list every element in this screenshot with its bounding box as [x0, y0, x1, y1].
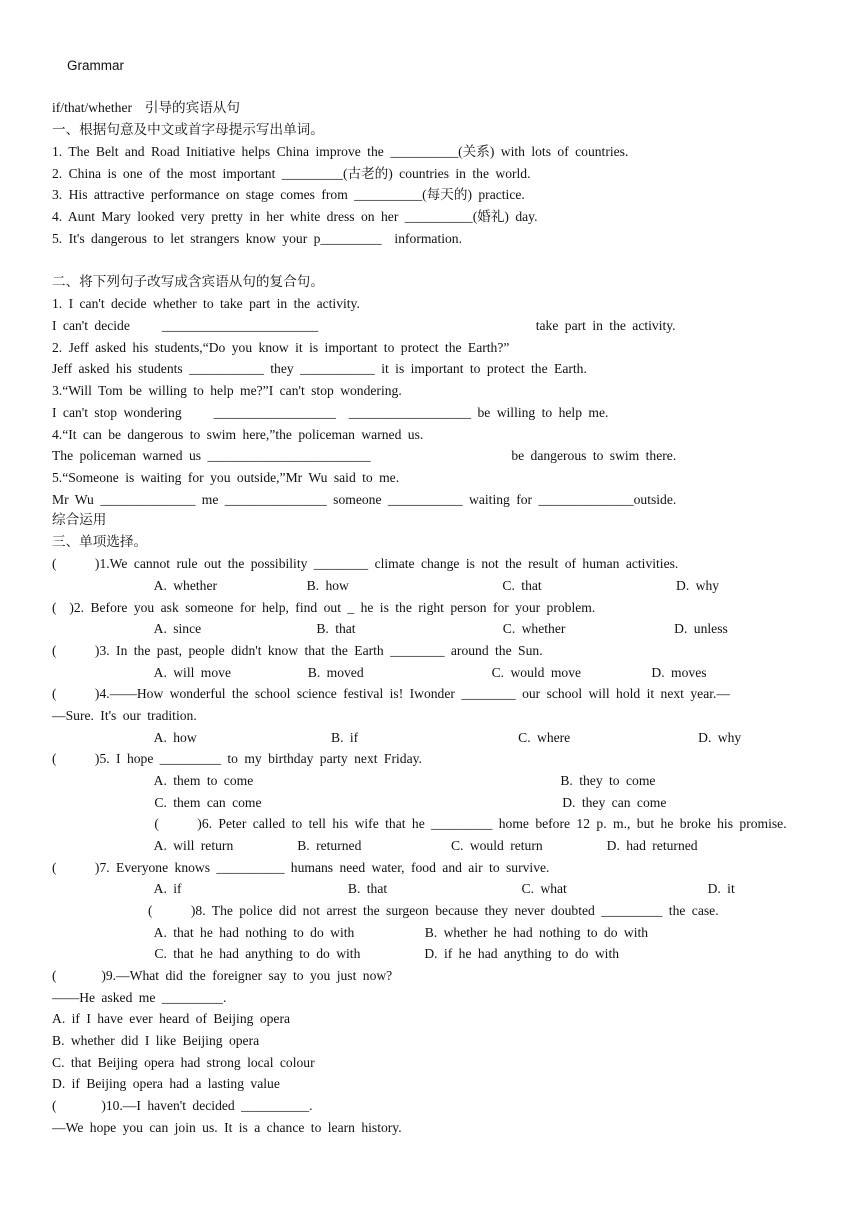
question-line: —Sure. It's our tradition.: [52, 708, 197, 723]
question-line: ( )9.—What did the foreigner say to you just now?: [52, 968, 393, 983]
part2-heading: 二、将下列句子改写成含宾语从句的复合句。: [52, 274, 324, 289]
option-line: C. them can come D. they can come: [52, 795, 667, 810]
question-line: ( )6. Peter called to tell his wife that he _________ home before 12 p. m., but he broke his promise.: [52, 816, 787, 831]
part2-line: 4.“It can be dangerous to swim here,”the policeman warned us.: [52, 427, 424, 442]
option-line: C. that he had anything to do with D. if he had anything to do with: [52, 946, 620, 961]
question-line: —We hope you can join us. It is a chance to learn history.: [52, 1120, 402, 1135]
part2-line: The policeman warned us ________________________ be dangerous to swim there.: [52, 448, 677, 463]
part2-line: 3.“Will Tom be willing to help me?”I can't stop wondering.: [52, 383, 402, 398]
option-line: A. how B. if C. where D. why: [52, 730, 742, 745]
option-line: D. if Beijing opera had a lasting value: [52, 1076, 280, 1091]
option-line: A. since B. that C. whether D. unless: [52, 621, 728, 636]
question-line: ( )10.—I haven't decided __________.: [52, 1098, 313, 1113]
option-line: A. will return B. returned C. would return D. had returned: [52, 838, 698, 853]
part2-line: 5.“Someone is waiting for you outside,”Mr Wu said to me.: [52, 470, 400, 485]
question-line: ( )8. The police did not arrest the surgeon because they never doubted _________ the case.: [52, 903, 719, 918]
question-line: ( )3. In the past, people didn't know that the Earth ________ around the Sun.: [52, 643, 543, 658]
page-title: Grammar: [67, 58, 124, 73]
question-line: ( )1.We cannot rule out the possibility ________ climate change is not the result of human activities.: [52, 556, 679, 571]
part1-line: 4. Aunt Mary looked very pretty in her white dress on her __________(婚礼) day.: [52, 209, 538, 224]
part2-line: Jeff asked his students ___________ they ___________ it is important to protect the Earth.: [52, 361, 587, 376]
question-line: ( )2. Before you ask someone for help, find out _ he is the right person for your problem.: [52, 600, 596, 615]
part2-line: I can't decide _______________________ take part in the activity.: [52, 318, 676, 333]
part2-line: 1. I can't decide whether to take part in the activity.: [52, 296, 360, 311]
option-line: A. them to come B. they to come: [52, 773, 656, 788]
option-line: A. that he had nothing to do with B. whether he had nothing to do with: [52, 925, 649, 940]
part1-line: 2. China is one of the most important _________(古老的) countries in the world.: [52, 166, 531, 181]
option-line: A. whether B. how C. that D. why: [52, 578, 720, 593]
part1-line: 5. It's dangerous to let strangers know your p_________ information.: [52, 231, 462, 246]
part1-heading: 一、根据句意及中文或首字母提示写出单词。: [52, 122, 324, 137]
part2-line: I can't stop wondering __________________ __________________ be willing to help me.: [52, 405, 609, 420]
part1-line: 1. The Belt and Road Initiative helps China improve the __________(关系) with lots of countries.: [52, 144, 629, 159]
part3-heading: 三、单项选择。: [52, 534, 148, 549]
option-line: A. if I have ever heard of Beijing opera: [52, 1011, 291, 1026]
part2-line: Mr Wu ______________ me _______________ someone ___________ waiting for ______________outside.: [52, 492, 677, 507]
question-line: ( )7. Everyone knows __________ humans need water, food and air to survive.: [52, 860, 550, 875]
question-line: ( )5. I hope _________ to my birthday party next Friday.: [52, 751, 422, 766]
section-heading: if/that/whether 引导的宾语从句: [52, 100, 240, 115]
part1-line: 3. His attractive performance on stage comes from __________(每天的) practice.: [52, 187, 525, 202]
option-line: A. if B. that C. what D. it: [52, 881, 735, 896]
option-line: B. whether did I like Beijing opera: [52, 1033, 260, 1048]
question-line: ( )4.——How wonderful the school science festival is! Iwonder ________ our school will hold it next year.—: [52, 686, 730, 701]
question-line: ——He asked me _________.: [52, 990, 227, 1005]
option-line: C. that Beijing opera had strong local colour: [52, 1055, 315, 1070]
part2-line: 2. Jeff asked his students,“Do you know it is important to protect the Earth?”: [52, 340, 510, 355]
part3-subheading: 综合运用: [52, 512, 107, 527]
option-line: A. will move B. moved C. would move D. moves: [52, 665, 707, 680]
